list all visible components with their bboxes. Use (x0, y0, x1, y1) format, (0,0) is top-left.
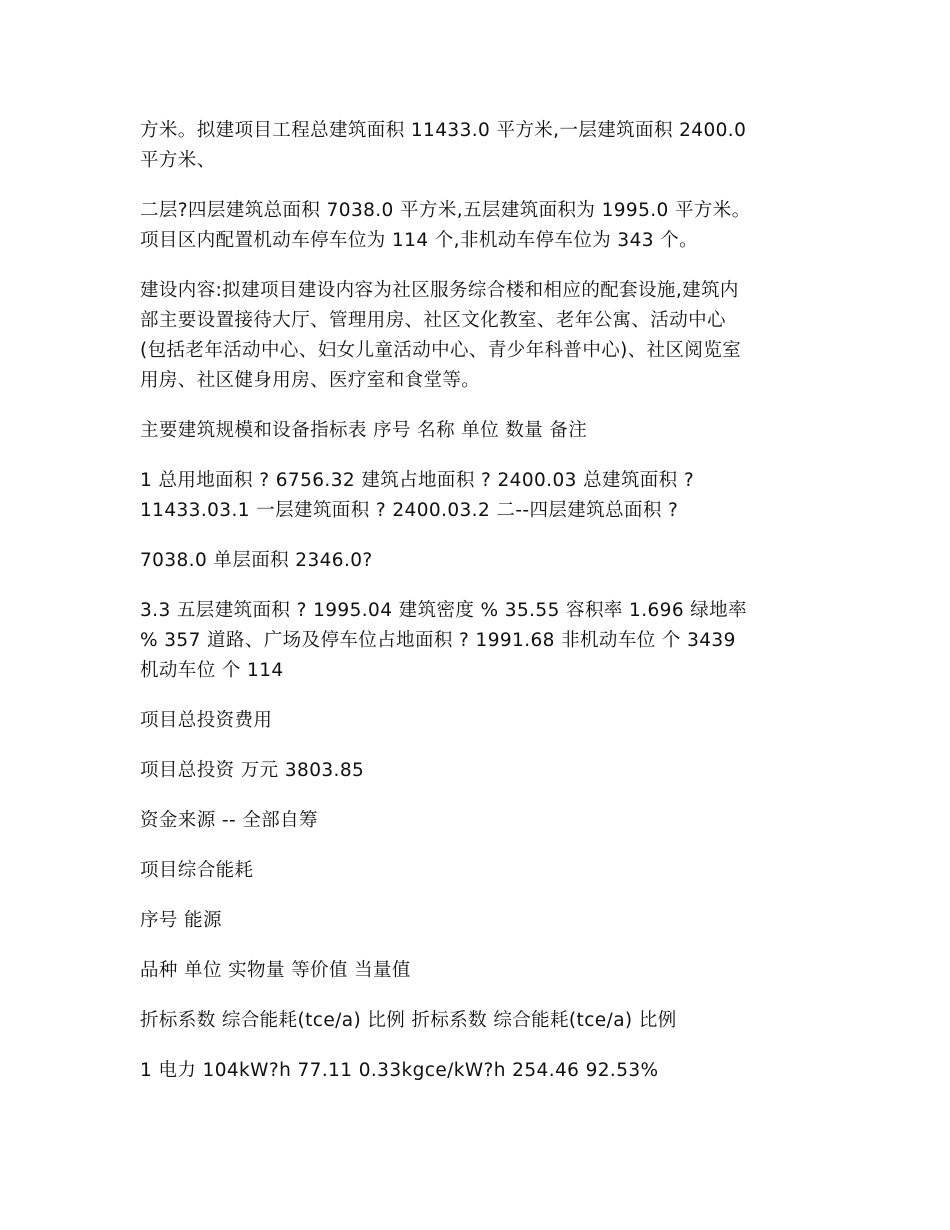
text-line: 方米。拟建项目工程总建筑面积 11433.0 平方米,一层建筑面积 2400.0 (140, 120, 747, 141)
paragraph-indicator-table-header (140, 416, 820, 446)
text-line: 序号 能源 (140, 910, 222, 931)
text-line: 建设内容:拟建项目建设内容为社区服务综合楼和相应的配套设施,建筑内 (140, 280, 739, 301)
text-line: 1 电力 104kW?h 77.11 0.33kgce/kW?h 254.46 92.53% (140, 1060, 659, 1081)
text-line: % 357 道路、广场及停车位占地面积 ? 1991.68 非机动车位 个 3439 (140, 630, 736, 651)
paragraph-indicator-rows-2 (140, 546, 820, 576)
text-line: 3.3 五层建筑面积 ? 1995.04 建筑密度 % 35.55 容积率 1.696 绿地率 (140, 600, 747, 621)
paragraph-investment-heading (140, 706, 820, 736)
text-line: 主要建筑规模和设备指标表 序号 名称 单位 数量 备注 (140, 420, 588, 441)
paragraph-energy-col-2 (140, 956, 820, 986)
text-line: 项目总投资 万元 3803.85 (140, 760, 365, 781)
paragraph-energy-col-1 (140, 906, 820, 936)
text-line: 折标系数 综合能耗(tce/a) 比例 折标系数 综合能耗(tce/a) 比例 (140, 1010, 677, 1031)
paragraph-energy-heading (140, 856, 820, 886)
paragraph-floor-areas (140, 196, 820, 256)
paragraph-indicator-rows-3 (140, 596, 820, 686)
text-line: 部主要设置接待大厅、管理用房、社区文化教室、老年公寓、活动中心 (140, 310, 726, 331)
paragraph-construction-content (140, 276, 820, 396)
paragraph-energy-row-electricity (140, 1056, 820, 1086)
text-line: 二层?四层建筑总面积 7038.0 平方米,五层建筑面积为 1995.0 平方米。 (140, 200, 751, 221)
paragraph-total-investment (140, 756, 820, 786)
text-line: 1 总用地面积 ? 6756.32 建筑占地面积 ? 2400.03 总建筑面积 ? (140, 470, 695, 491)
text-line: (包括老年活动中心、妇女儿童活动中心、青少年科普中心)、社区阅览室 (140, 340, 742, 361)
text-line: 资金来源 -- 全部自筹 (140, 810, 318, 831)
paragraph-funding-source (140, 806, 820, 836)
document-page (140, 116, 820, 1106)
paragraph-energy-col-3 (140, 1006, 820, 1036)
text-line: 项目综合能耗 (140, 860, 254, 881)
paragraph-area-summary (140, 116, 820, 176)
text-line: 用房、社区健身用房、医疗室和食堂等。 (140, 370, 481, 391)
text-line: 平方米、 (140, 150, 216, 171)
text-line: 7038.0 单层面积 2346.0? (140, 550, 373, 571)
text-line: 项目区内配置机动车停车位为 114 个,非机动车停车位为 343 个。 (140, 230, 699, 251)
text-line: 11433.03.1 一层建筑面积 ? 2400.03.2 二--四层建筑总面积 ? (140, 500, 679, 521)
text-line: 机动车位 个 114 (140, 660, 284, 681)
text-line: 项目总投资费用 (140, 710, 273, 731)
paragraph-indicator-rows-1 (140, 466, 820, 526)
text-line: 品种 单位 实物量 等价值 当量值 (140, 960, 411, 981)
